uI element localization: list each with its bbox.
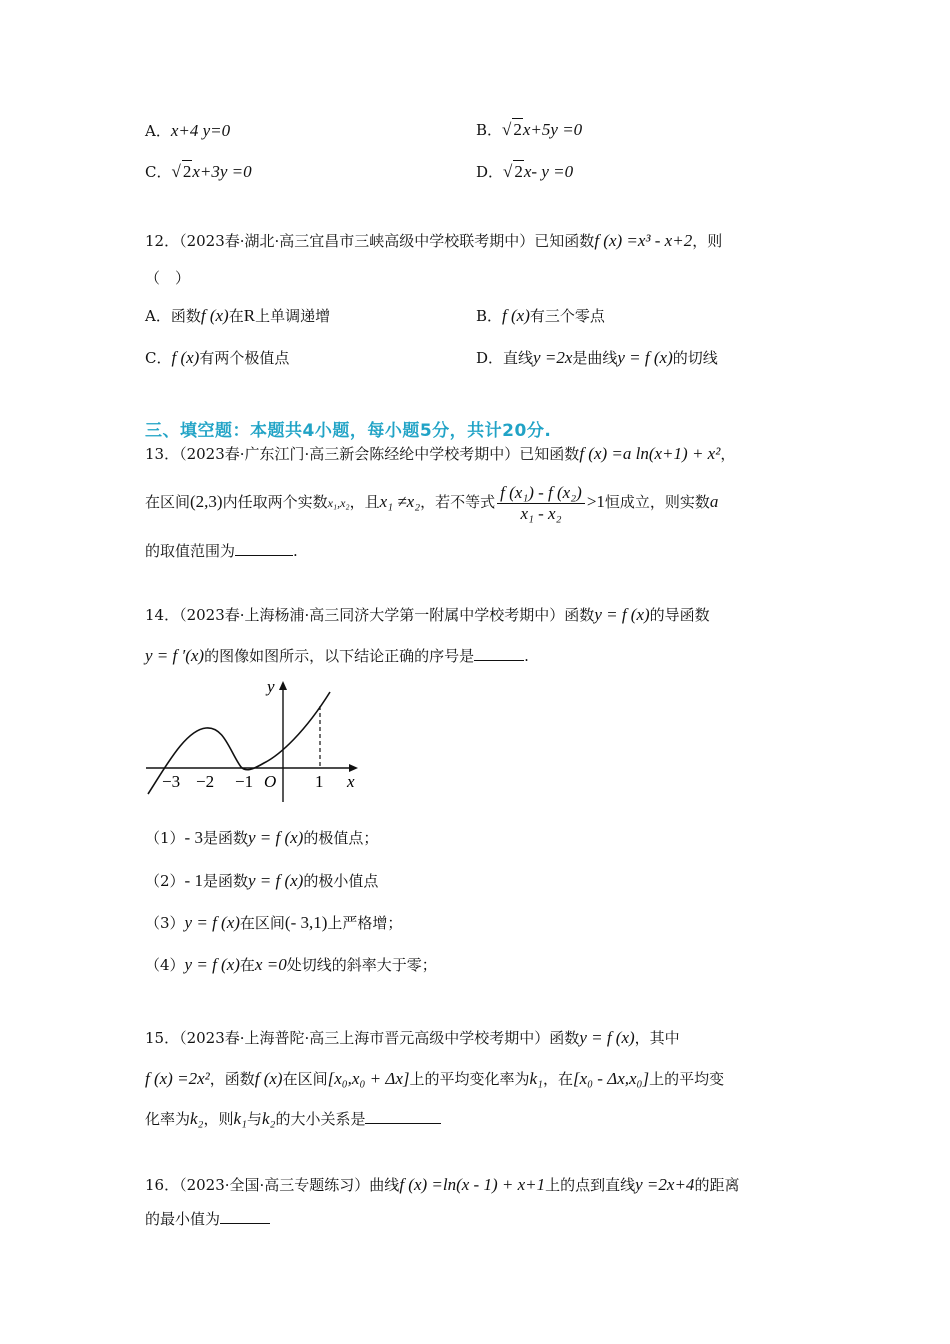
q11-b-label: B． [476, 121, 503, 139]
q15-line3 [145, 1108, 441, 1130]
q16-line: y =2x+4 [635, 1175, 695, 1194]
s3-fn: y = f (x) [184, 913, 240, 932]
q16-curve: f (x) =ln(x - 1) + x+1 [399, 1175, 546, 1194]
q15-int1: [x₀,x₀ + Δx] [327, 1069, 410, 1088]
origin-label: O [264, 772, 277, 791]
q15-t3: 在区间 [282, 1070, 328, 1088]
s1-t2: 的极值点； [303, 829, 379, 847]
q15-k1b: k₁ [233, 1109, 247, 1128]
q13-line2 [145, 480, 718, 525]
s4-t2: 处切线的斜率大于零； [286, 956, 437, 974]
q11-a-label: A． [145, 122, 171, 140]
q14-number: 14． [145, 606, 180, 624]
q15-stem [145, 1027, 680, 1049]
x-axis-label: x [347, 772, 355, 791]
q11-c-root: 2 [182, 162, 192, 181]
q12-d-line: y =2x [533, 348, 573, 367]
q15-t1: ，其中 [634, 1029, 680, 1047]
q16-source: （2023·全国·高三专题练习）曲线 [179, 1176, 400, 1194]
q12-option-b [476, 305, 605, 327]
section-heading: 三、填空题：本题共4小题，每小题5分，共计20分. [145, 421, 552, 441]
q15-t8: ，则 [203, 1110, 234, 1128]
q14-line2 [145, 645, 529, 667]
q12-d-text2: 是曲线 [572, 349, 618, 367]
q12-a-text3: 上单调递增 [255, 307, 331, 325]
q14-statement-2 [145, 870, 378, 892]
q12-a-text2: 在 [228, 307, 244, 325]
s4-label: （4） [145, 956, 185, 974]
q15-line2 [145, 1068, 724, 1090]
q11-option-d: D．√ 2x- y =0 [476, 162, 574, 181]
tick-minus3: −3 [162, 772, 181, 791]
s3-interval: (- 3,1) [284, 913, 328, 932]
q16-line2 [145, 1208, 270, 1230]
s1-fn: y = f (x) [247, 828, 304, 847]
q14-answer-blank[interactable] [474, 646, 524, 661]
y-axis-label: y [267, 677, 275, 696]
s1-label: （1） [145, 829, 185, 847]
q16-number: 16． [145, 1176, 180, 1194]
q12-option-d [476, 347, 718, 369]
q12-a-R: R [243, 306, 256, 325]
s2-t1: 是函数 [202, 872, 248, 890]
q11-d-rest: x- y =0 [523, 162, 574, 181]
s2-val: - 1 [184, 871, 203, 890]
s2-t2: 的极小值点 [303, 872, 379, 890]
q13-interval: (2,3) [190, 492, 223, 511]
q13-t3: ，且 [349, 493, 380, 511]
tick-1: 1 [315, 772, 324, 791]
q13-t2: 内任取两个实数 [222, 493, 328, 511]
q13-vars: x₁,x₂ [327, 496, 350, 510]
q13-source: （2023春·广东江门·高三新会陈经纶中学校考期中）已知函数 [179, 445, 580, 463]
q14-t2: 的图像如图所示，以下结论正确的序号是 [204, 647, 475, 665]
q16-t1: 上的点到直线 [545, 1176, 636, 1194]
q16-stem [145, 1174, 739, 1196]
q15-t10: 的大小关系是 [275, 1110, 366, 1128]
q12-a-text1: 函数 [170, 307, 201, 325]
q12-a-fx: f (x) [200, 306, 229, 325]
q12-number: 12． [145, 232, 180, 250]
q13-t5: 恒成立，则实数 [604, 493, 710, 511]
q13-number: 13． [145, 445, 180, 463]
q15-t7: 化率为 [145, 1110, 191, 1128]
q16-t2: 的距离 [694, 1176, 740, 1194]
s4-fn: y = f (x) [184, 955, 240, 974]
q14-statement-4 [145, 954, 437, 976]
q11-c-rest: x+3y =0 [192, 162, 252, 181]
q13-fraction [497, 483, 585, 524]
q15-k1: k₁ [529, 1069, 543, 1088]
q15-fx: f (x) [254, 1069, 283, 1088]
q15-answer-blank[interactable] [365, 1109, 441, 1124]
q13-gt: >1 [586, 492, 605, 511]
q15-number: 15． [145, 1029, 180, 1047]
q13-t6: 的取值范围为 [145, 542, 236, 560]
x-axis-arrow [349, 764, 358, 772]
q12-c-text: 有两个极值点 [199, 349, 290, 367]
q12-b-label: B． [476, 307, 503, 325]
q14-t1: 的导函数 [649, 606, 710, 624]
q12-source: （2023春·湖北·高三宜昌市三峡高级中学校联考期中）已知函数 [179, 232, 595, 250]
q11-option-c: C．√ 2x+3y =0 [145, 162, 252, 181]
q15-function: y = f (x) [579, 1028, 635, 1047]
q12-option-a [145, 305, 330, 327]
q15-t2: ，函数 [209, 1070, 255, 1088]
q12-then: ，则 [692, 232, 723, 250]
q12-d-label: D． [476, 349, 504, 367]
q14-stem [145, 604, 710, 626]
q15-source: （2023春·上海普陀·高三上海市晋元高级中学校考期中）函数 [179, 1029, 580, 1047]
q11-b-root: 2 [513, 120, 522, 139]
tick-minus2: −2 [196, 772, 215, 791]
q11-b-rest: x+5y =0 [522, 120, 583, 139]
s4-x: x =0 [254, 955, 287, 974]
q13-t1: 在区间 [145, 493, 191, 511]
q12-c-label: C． [145, 349, 172, 367]
q14-source: （2023春·上海杨浦·高三同济大学第一附属中学校考期中）函数 [179, 606, 595, 624]
q14-statement-1 [145, 827, 378, 849]
q12-d-text3: 的切线 [672, 349, 718, 367]
q14-derivative: y = f ′(x) [145, 646, 205, 665]
q12-c-fx: f (x) [171, 348, 200, 367]
q15-t9: 与 [246, 1110, 262, 1128]
q15-t6: 上的平均变 [649, 1070, 725, 1088]
q13-answer-blank[interactable] [235, 541, 293, 556]
q14-end: . [524, 647, 529, 665]
q12-d-curve: y = f (x) [617, 348, 673, 367]
y-axis-arrow [279, 681, 287, 690]
q13-t4: ，若不等式 [420, 493, 496, 511]
q15-int2: [x₀ - Δx,x₀] [572, 1069, 650, 1088]
q14-function: y = f (x) [594, 605, 650, 624]
q11-d-label: D． [476, 163, 504, 181]
q12-option-c [145, 347, 289, 369]
s3-t2: 上严格增； [327, 914, 403, 932]
q16-answer-blank[interactable] [220, 1209, 270, 1224]
q11-option-b: B．√ 2x+5y =0 [476, 120, 583, 139]
tick-minus1: −1 [235, 772, 254, 791]
q13-end: . [293, 542, 298, 560]
q12-stem [145, 230, 722, 252]
s1-t1: 是函数 [202, 829, 248, 847]
q12-paren: （ ） [145, 269, 191, 287]
s2-fn: y = f (x) [247, 871, 304, 890]
q13-frac-num: f (x₁) - f (x₂) [497, 483, 585, 504]
q12-d-text1: 直线 [503, 349, 534, 367]
s1-val: - 3 [184, 828, 203, 847]
q13-line3 [145, 540, 298, 562]
q11-d-root: 2 [514, 162, 523, 181]
q11-option-a [145, 120, 230, 142]
q12-b-fx: f (x) [502, 306, 530, 325]
q15-k2: k₂ [190, 1109, 204, 1128]
q14-derivative-graph [140, 672, 370, 812]
q15-t4: 上的平均变化率为 [409, 1070, 530, 1088]
q15-t5: ，在 [542, 1070, 573, 1088]
q14-statement-3 [145, 912, 402, 934]
q13-neq: x₁ ≠x₂ [379, 492, 421, 511]
q13-frac-den: x₁ - x₂ [520, 503, 562, 523]
s3-t1: 在区间 [239, 914, 285, 932]
q16-t3: 的最小值为 [145, 1210, 221, 1228]
q13-function: f (x) =a ln(x+1) + x² [579, 444, 721, 463]
q15-k2b: k₂ [261, 1109, 276, 1128]
s3-label: （3） [145, 914, 185, 932]
q11-c-label: C． [145, 163, 172, 181]
q13-a: a [709, 492, 719, 511]
s2-label: （2） [145, 872, 185, 890]
q12-a-label: A． [145, 307, 171, 325]
q12-function: f (x) =x³ - x+2 [594, 231, 693, 250]
q12-b-text: 有三个零点 [529, 307, 605, 325]
q13-comma: ， [720, 445, 736, 463]
q11-a-expr: x+4 y=0 [170, 121, 231, 140]
q13-stem [145, 443, 735, 465]
q15-def: f (x) =2x² [145, 1069, 210, 1088]
s4-t1: 在 [239, 956, 255, 974]
